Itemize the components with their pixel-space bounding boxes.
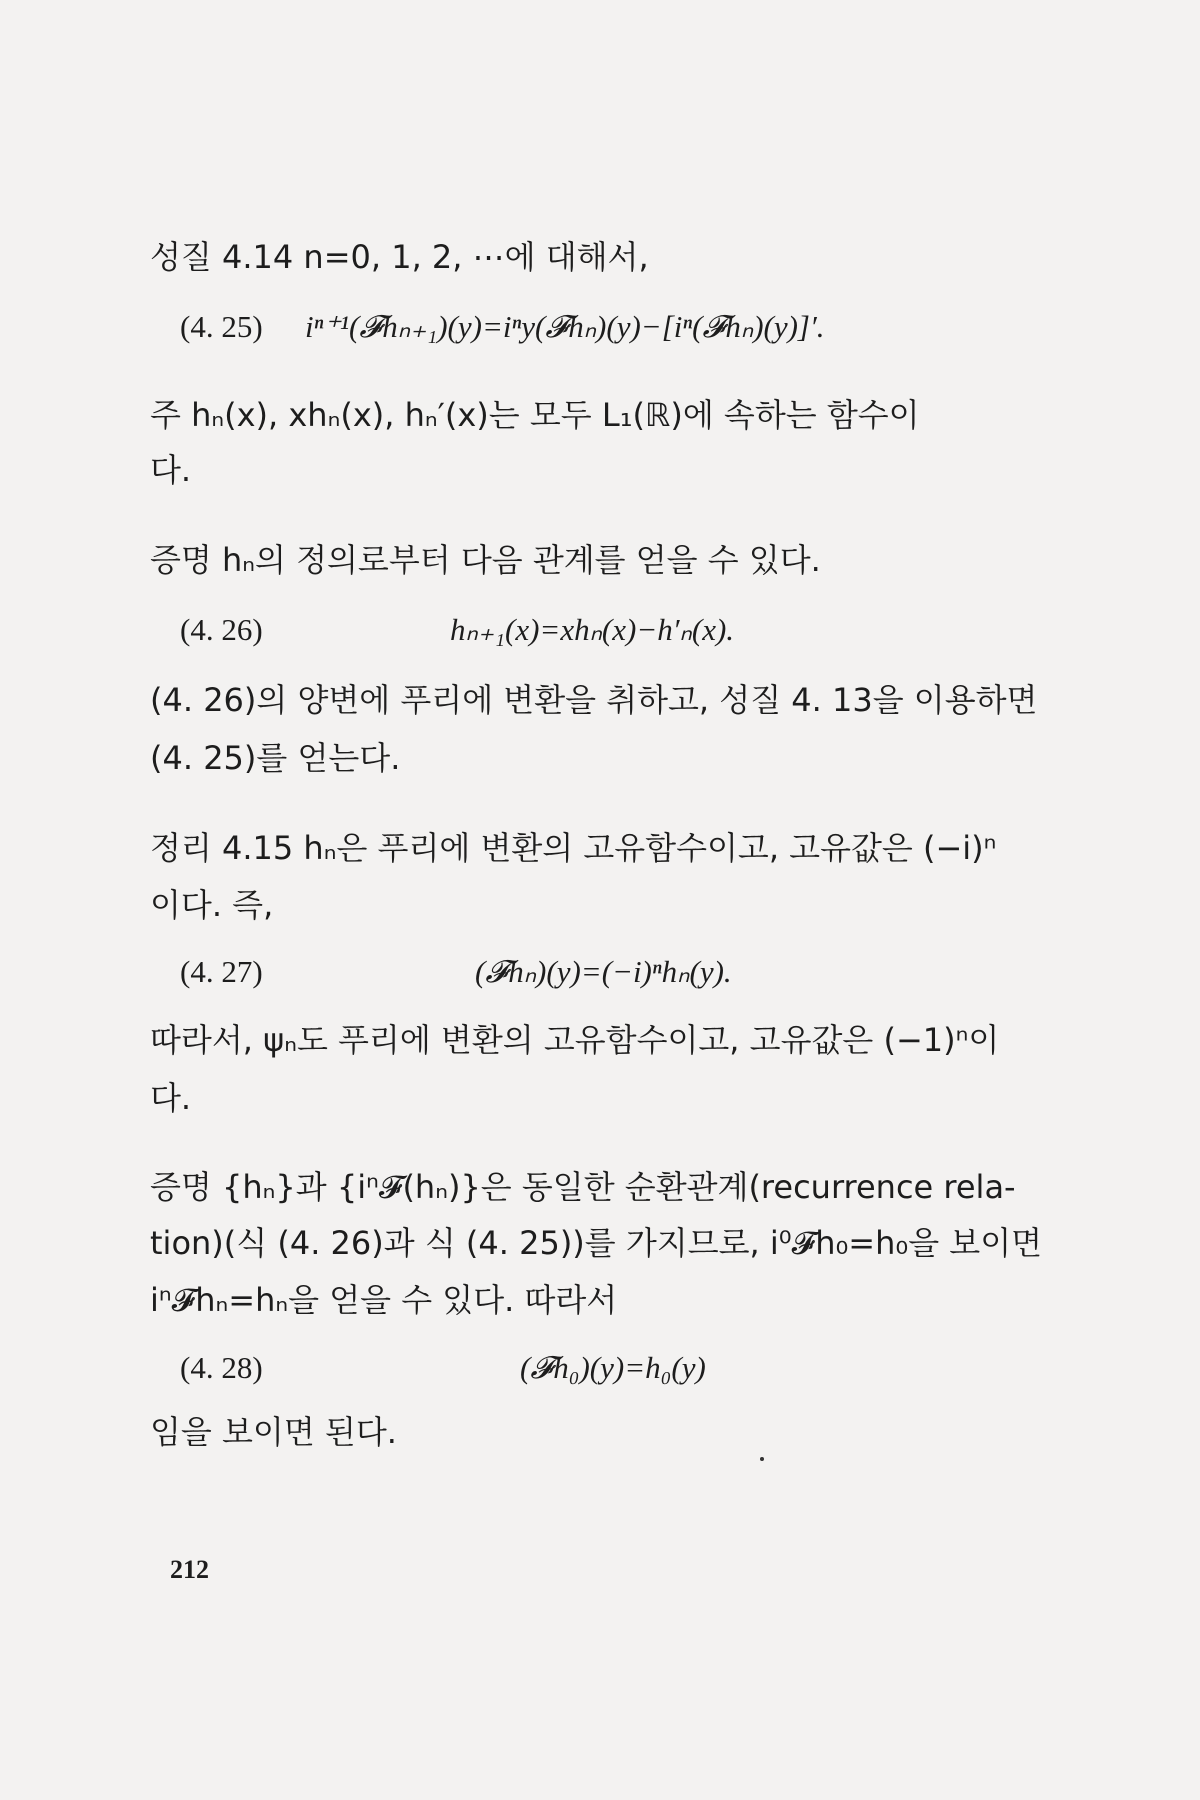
theorem-4-15-line-2: 이다. 즉, <box>150 886 274 924</box>
equation-4-27: (𝓕hₙ)(y)=(−i)ⁿhₙ(y). <box>475 954 732 989</box>
theorem-4-15-line-1: 정리 4.15 hₙ은 푸리에 변환의 고유함수이고, 고유값은 (−i)ⁿ <box>150 829 997 867</box>
equation-number-4-27: (4. 27) <box>180 954 263 989</box>
equation-number-4-28: (4. 28) <box>180 1350 263 1385</box>
proof-line-3: (4. 25)를 얻는다. <box>150 739 401 777</box>
theorem-4-15-line-4: 다. <box>150 1079 192 1117</box>
equation-4-25: iⁿ⁺¹(𝓕hₙ₊₁)(y)=iⁿy(𝓕hₙ)(y)−[iⁿ(𝓕hₙ)(y)]′. <box>305 309 825 344</box>
proof-line-5: tion)(식 (4. 26)과 식 (4. 25))를 가지므로, i⁰𝓕h₀=h₀을 보이면 <box>150 1224 1043 1262</box>
equation-number-4-26: (4. 26) <box>180 612 263 647</box>
equation-number-4-25: (4. 25) <box>180 309 263 344</box>
equation-4-28: (𝓕h₀)(y)=h₀(y) <box>520 1350 706 1385</box>
equation-4-26: hₙ₊₁(x)=xhₙ(x)−h′ₙ(x). <box>450 612 735 647</box>
proof-line-2: (4. 26)의 양변에 푸리에 변환을 취하고, 성질 4. 13을 이용하면 <box>150 681 1038 719</box>
note-line-1: 주 hₙ(x), xhₙ(x), hₙ′(x)는 모두 L₁(ℝ)에 속하는 함수이 <box>150 396 920 434</box>
property-4-14-heading: 성질 4.14 n=0, 1, 2, ⋯에 대해서, <box>150 238 649 276</box>
proof-line-1: 증명 hₙ의 정의로부터 다음 관계를 얻을 수 있다. <box>150 541 821 579</box>
page-number: 212 <box>170 1555 209 1584</box>
proof-line-7: 임을 보이면 된다. <box>150 1413 397 1451</box>
proof-line-6: iⁿ𝓕hₙ=hₙ을 얻을 수 있다. 따라서 <box>150 1281 618 1319</box>
stray-dot <box>760 1457 764 1461</box>
proof-line-4: 증명 {hₙ}과 {iⁿ𝓕(hₙ)}은 동일한 순환관계(recurrence rela- <box>150 1168 1016 1206</box>
note-line-2: 다. <box>150 451 192 489</box>
theorem-4-15-line-3: 따라서, ψₙ도 푸리에 변환의 고유함수이고, 고유값은 (−1)ⁿ이 <box>150 1021 1000 1059</box>
